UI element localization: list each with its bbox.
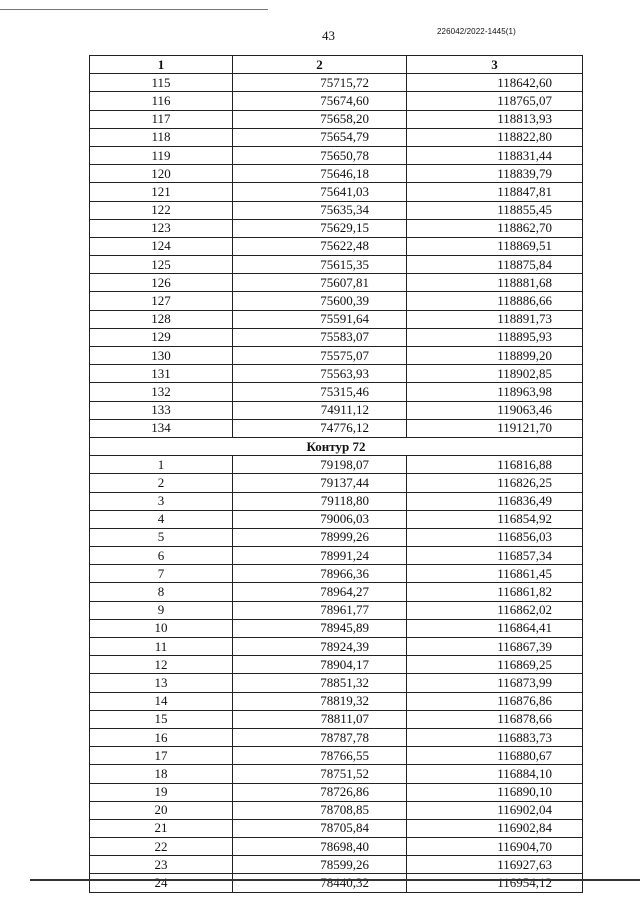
table-row: [90, 201, 583, 219]
table-row: [90, 128, 583, 146]
column-header-x: 2: [233, 56, 407, 74]
y-coordinate-cell: 116869,25: [407, 656, 583, 674]
point-number-cell: 15: [90, 710, 233, 728]
table-row: [90, 347, 583, 365]
column-header-y: 3: [407, 56, 583, 74]
point-number-cell: 128: [90, 310, 233, 328]
y-coordinate-cell: 116861,82: [407, 583, 583, 601]
x-coordinate-cell: 75591,64: [233, 310, 407, 328]
x-coordinate-cell: 78599,26: [233, 856, 407, 874]
table-row: [90, 656, 583, 674]
point-number-cell: 133: [90, 401, 233, 419]
y-coordinate-cell: 116880,67: [407, 747, 583, 765]
point-number-cell: 122: [90, 201, 233, 219]
table-row: [90, 74, 583, 92]
column-header-point: 1: [90, 56, 233, 74]
point-number-cell: 126: [90, 274, 233, 292]
section-row: [90, 437, 583, 455]
x-coordinate-cell: 78787,78: [233, 728, 407, 746]
x-coordinate-cell: 78924,39: [233, 638, 407, 656]
y-coordinate-cell: 119121,70: [407, 419, 583, 437]
y-coordinate-cell: 118765,07: [407, 92, 583, 110]
x-coordinate-cell: 79006,03: [233, 510, 407, 528]
x-coordinate-cell: 75641,03: [233, 183, 407, 201]
point-number-cell: 115: [90, 74, 233, 92]
x-coordinate-cell: 75622,48: [233, 237, 407, 255]
x-coordinate-cell: 78766,55: [233, 747, 407, 765]
table-row: [90, 819, 583, 837]
x-coordinate-cell: 78440,32: [233, 874, 407, 892]
table-row: [90, 874, 583, 892]
top-rule: [0, 9, 268, 10]
table-row: [90, 383, 583, 401]
table-row: [90, 528, 583, 546]
point-number-cell: 2: [90, 474, 233, 492]
point-number-cell: 11: [90, 638, 233, 656]
y-coordinate-cell: 116862,02: [407, 601, 583, 619]
table-row: [90, 601, 583, 619]
point-number-cell: 7: [90, 565, 233, 583]
table-row: [90, 310, 583, 328]
y-coordinate-cell: 118813,93: [407, 110, 583, 128]
x-coordinate-cell: 78698,40: [233, 838, 407, 856]
x-coordinate-cell: 78966,36: [233, 565, 407, 583]
y-coordinate-cell: 116927,63: [407, 856, 583, 874]
coordinates-table: [89, 55, 583, 893]
point-number-cell: 130: [90, 347, 233, 365]
point-number-cell: 121: [90, 183, 233, 201]
point-number-cell: 19: [90, 783, 233, 801]
y-coordinate-cell: 118963,98: [407, 383, 583, 401]
table-row: [90, 419, 583, 437]
x-coordinate-cell: 75600,39: [233, 292, 407, 310]
x-coordinate-cell: 78811,07: [233, 710, 407, 728]
y-coordinate-cell: 116836,49: [407, 492, 583, 510]
x-coordinate-cell: 75629,15: [233, 219, 407, 237]
table-row: [90, 328, 583, 346]
y-coordinate-cell: 116902,84: [407, 819, 583, 837]
y-coordinate-cell: 118899,20: [407, 347, 583, 365]
y-coordinate-cell: 116857,34: [407, 547, 583, 565]
point-number-cell: 117: [90, 110, 233, 128]
x-coordinate-cell: 75607,81: [233, 274, 407, 292]
point-number-cell: 125: [90, 256, 233, 274]
x-coordinate-cell: 75650,78: [233, 146, 407, 164]
bottom-rule: [30, 879, 640, 881]
table-row: [90, 547, 583, 565]
point-number-cell: 131: [90, 365, 233, 383]
y-coordinate-cell: 116954,12: [407, 874, 583, 892]
y-coordinate-cell: 118875,84: [407, 256, 583, 274]
table-row: [90, 365, 583, 383]
table-row: [90, 456, 583, 474]
point-number-cell: 123: [90, 219, 233, 237]
y-coordinate-cell: 116864,41: [407, 619, 583, 637]
point-number-cell: 127: [90, 292, 233, 310]
y-coordinate-cell: 116902,04: [407, 801, 583, 819]
y-coordinate-cell: 118862,70: [407, 219, 583, 237]
x-coordinate-cell: 78819,32: [233, 692, 407, 710]
point-number-cell: 6: [90, 547, 233, 565]
table-row: [90, 292, 583, 310]
y-coordinate-cell: 119063,46: [407, 401, 583, 419]
table-row: [90, 256, 583, 274]
table-row: [90, 492, 583, 510]
x-coordinate-cell: 78705,84: [233, 819, 407, 837]
y-coordinate-cell: 118891,73: [407, 310, 583, 328]
y-coordinate-cell: 118869,51: [407, 237, 583, 255]
table-row: [90, 146, 583, 164]
point-number-cell: 134: [90, 419, 233, 437]
y-coordinate-cell: 118831,44: [407, 146, 583, 164]
table-row: [90, 728, 583, 746]
y-coordinate-cell: 116826,25: [407, 474, 583, 492]
point-number-cell: 20: [90, 801, 233, 819]
point-number-cell: 1: [90, 456, 233, 474]
x-coordinate-cell: 75315,46: [233, 383, 407, 401]
y-coordinate-cell: 118895,93: [407, 328, 583, 346]
point-number-cell: 132: [90, 383, 233, 401]
table-row: [90, 674, 583, 692]
table-row: [90, 710, 583, 728]
y-coordinate-cell: 118847,81: [407, 183, 583, 201]
y-coordinate-cell: 116856,03: [407, 528, 583, 546]
table-row: [90, 838, 583, 856]
point-number-cell: 9: [90, 601, 233, 619]
x-coordinate-cell: 75615,35: [233, 256, 407, 274]
y-coordinate-cell: 116904,70: [407, 838, 583, 856]
y-coordinate-cell: 118839,79: [407, 165, 583, 183]
x-coordinate-cell: 79118,80: [233, 492, 407, 510]
y-coordinate-cell: 116878,66: [407, 710, 583, 728]
x-coordinate-cell: 78904,17: [233, 656, 407, 674]
table-row: [90, 638, 583, 656]
table-row: [90, 583, 583, 601]
table-row: [90, 692, 583, 710]
point-number-cell: 13: [90, 674, 233, 692]
document-id: 226042/2022-1445(1): [437, 27, 516, 36]
x-coordinate-cell: 78945,89: [233, 619, 407, 637]
table-row: [90, 801, 583, 819]
x-coordinate-cell: 75715,72: [233, 74, 407, 92]
point-number-cell: 8: [90, 583, 233, 601]
table-row: [90, 474, 583, 492]
point-number-cell: 18: [90, 765, 233, 783]
x-coordinate-cell: 78999,26: [233, 528, 407, 546]
table-row: [90, 510, 583, 528]
table-row: [90, 765, 583, 783]
y-coordinate-cell: 118642,60: [407, 74, 583, 92]
section-title: Контур 72: [90, 437, 583, 455]
point-number-cell: 17: [90, 747, 233, 765]
x-coordinate-cell: 78726,86: [233, 783, 407, 801]
point-number-cell: 116: [90, 92, 233, 110]
y-coordinate-cell: 116884,10: [407, 765, 583, 783]
y-coordinate-cell: 116876,86: [407, 692, 583, 710]
table-row: [90, 110, 583, 128]
x-coordinate-cell: 75674,60: [233, 92, 407, 110]
y-coordinate-cell: 116816,88: [407, 456, 583, 474]
x-coordinate-cell: 74776,12: [233, 419, 407, 437]
x-coordinate-cell: 78991,24: [233, 547, 407, 565]
point-number-cell: 119: [90, 146, 233, 164]
y-coordinate-cell: 116867,39: [407, 638, 583, 656]
point-number-cell: 12: [90, 656, 233, 674]
y-coordinate-cell: 116883,73: [407, 728, 583, 746]
table-header-row: [90, 56, 583, 74]
x-coordinate-cell: 78851,32: [233, 674, 407, 692]
y-coordinate-cell: 116873,99: [407, 674, 583, 692]
point-number-cell: 21: [90, 819, 233, 837]
table-row: [90, 747, 583, 765]
table-row: [90, 856, 583, 874]
x-coordinate-cell: 75646,18: [233, 165, 407, 183]
x-coordinate-cell: 75563,93: [233, 365, 407, 383]
x-coordinate-cell: 75658,20: [233, 110, 407, 128]
table-row: [90, 783, 583, 801]
point-number-cell: 5: [90, 528, 233, 546]
table-row: [90, 274, 583, 292]
point-number-cell: 4: [90, 510, 233, 528]
x-coordinate-cell: 75575,07: [233, 347, 407, 365]
x-coordinate-cell: 79198,07: [233, 456, 407, 474]
table-row: [90, 237, 583, 255]
y-coordinate-cell: 118886,66: [407, 292, 583, 310]
point-number-cell: 124: [90, 237, 233, 255]
point-number-cell: 22: [90, 838, 233, 856]
point-number-cell: 10: [90, 619, 233, 637]
y-coordinate-cell: 118881,68: [407, 274, 583, 292]
x-coordinate-cell: 78751,52: [233, 765, 407, 783]
y-coordinate-cell: 118902,85: [407, 365, 583, 383]
table-row: [90, 92, 583, 110]
x-coordinate-cell: 79137,44: [233, 474, 407, 492]
x-coordinate-cell: 78961,77: [233, 601, 407, 619]
x-coordinate-cell: 78964,27: [233, 583, 407, 601]
y-coordinate-cell: 116861,45: [407, 565, 583, 583]
point-number-cell: 118: [90, 128, 233, 146]
point-number-cell: 129: [90, 328, 233, 346]
x-coordinate-cell: 75654,79: [233, 128, 407, 146]
point-number-cell: 23: [90, 856, 233, 874]
point-number-cell: 14: [90, 692, 233, 710]
table-row: [90, 565, 583, 583]
table-row: [90, 183, 583, 201]
table-row: [90, 165, 583, 183]
x-coordinate-cell: 74911,12: [233, 401, 407, 419]
table-row: [90, 219, 583, 237]
point-number-cell: 24: [90, 874, 233, 892]
page-number: 43: [322, 28, 335, 43]
y-coordinate-cell: 116854,92: [407, 510, 583, 528]
table-row: [90, 619, 583, 637]
x-coordinate-cell: 75635,34: [233, 201, 407, 219]
y-coordinate-cell: 118822,80: [407, 128, 583, 146]
y-coordinate-cell: 116890,10: [407, 783, 583, 801]
point-number-cell: 16: [90, 728, 233, 746]
x-coordinate-cell: 78708,85: [233, 801, 407, 819]
y-coordinate-cell: 118855,45: [407, 201, 583, 219]
table-row: [90, 401, 583, 419]
point-number-cell: 3: [90, 492, 233, 510]
x-coordinate-cell: 75583,07: [233, 328, 407, 346]
point-number-cell: 120: [90, 165, 233, 183]
